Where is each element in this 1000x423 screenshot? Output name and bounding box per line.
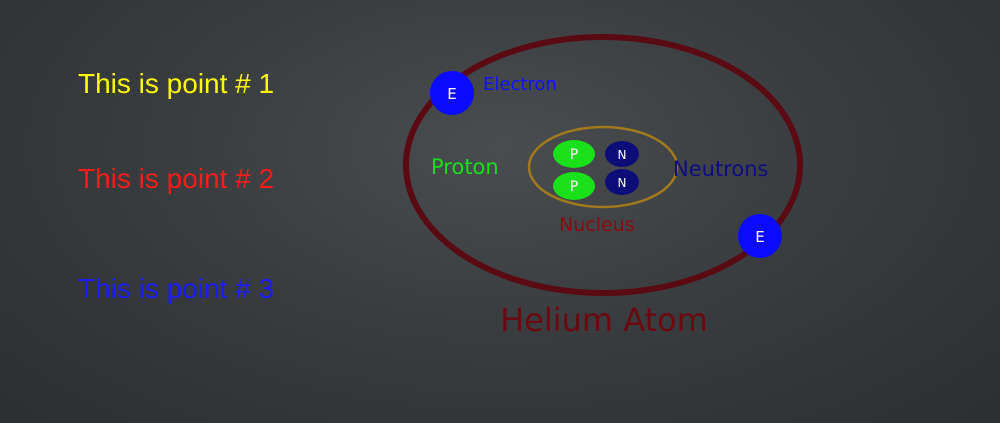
svg-text:E: E [447,85,457,103]
nucleus-ring [529,127,677,207]
svg-text:P: P [569,179,579,195]
proton-label: Proton [431,155,499,179]
neutron-particle-2 [605,169,639,195]
nucleus-label: Nucleus [559,214,635,236]
svg-text:E: E [755,228,765,246]
bullet-point-3: This is point # 3 [78,273,275,304]
svg-text:N: N [617,176,627,190]
bullet-point-1: This is point # 1 [78,68,275,99]
diagram-title: Helium Atom [500,301,708,339]
electron-label: Electron [483,74,557,95]
electron-particle-2 [738,214,782,258]
svg-text:N: N [617,148,627,162]
svg-text:P: P [569,147,579,163]
neutron-particle-1 [605,141,639,167]
neutrons-label: Neutrons [673,157,769,181]
bullet-point-2: This is point # 2 [78,163,275,194]
proton-particle-1 [553,140,595,168]
proton-particle-2 [553,172,595,200]
electron-particle-1 [430,71,474,115]
